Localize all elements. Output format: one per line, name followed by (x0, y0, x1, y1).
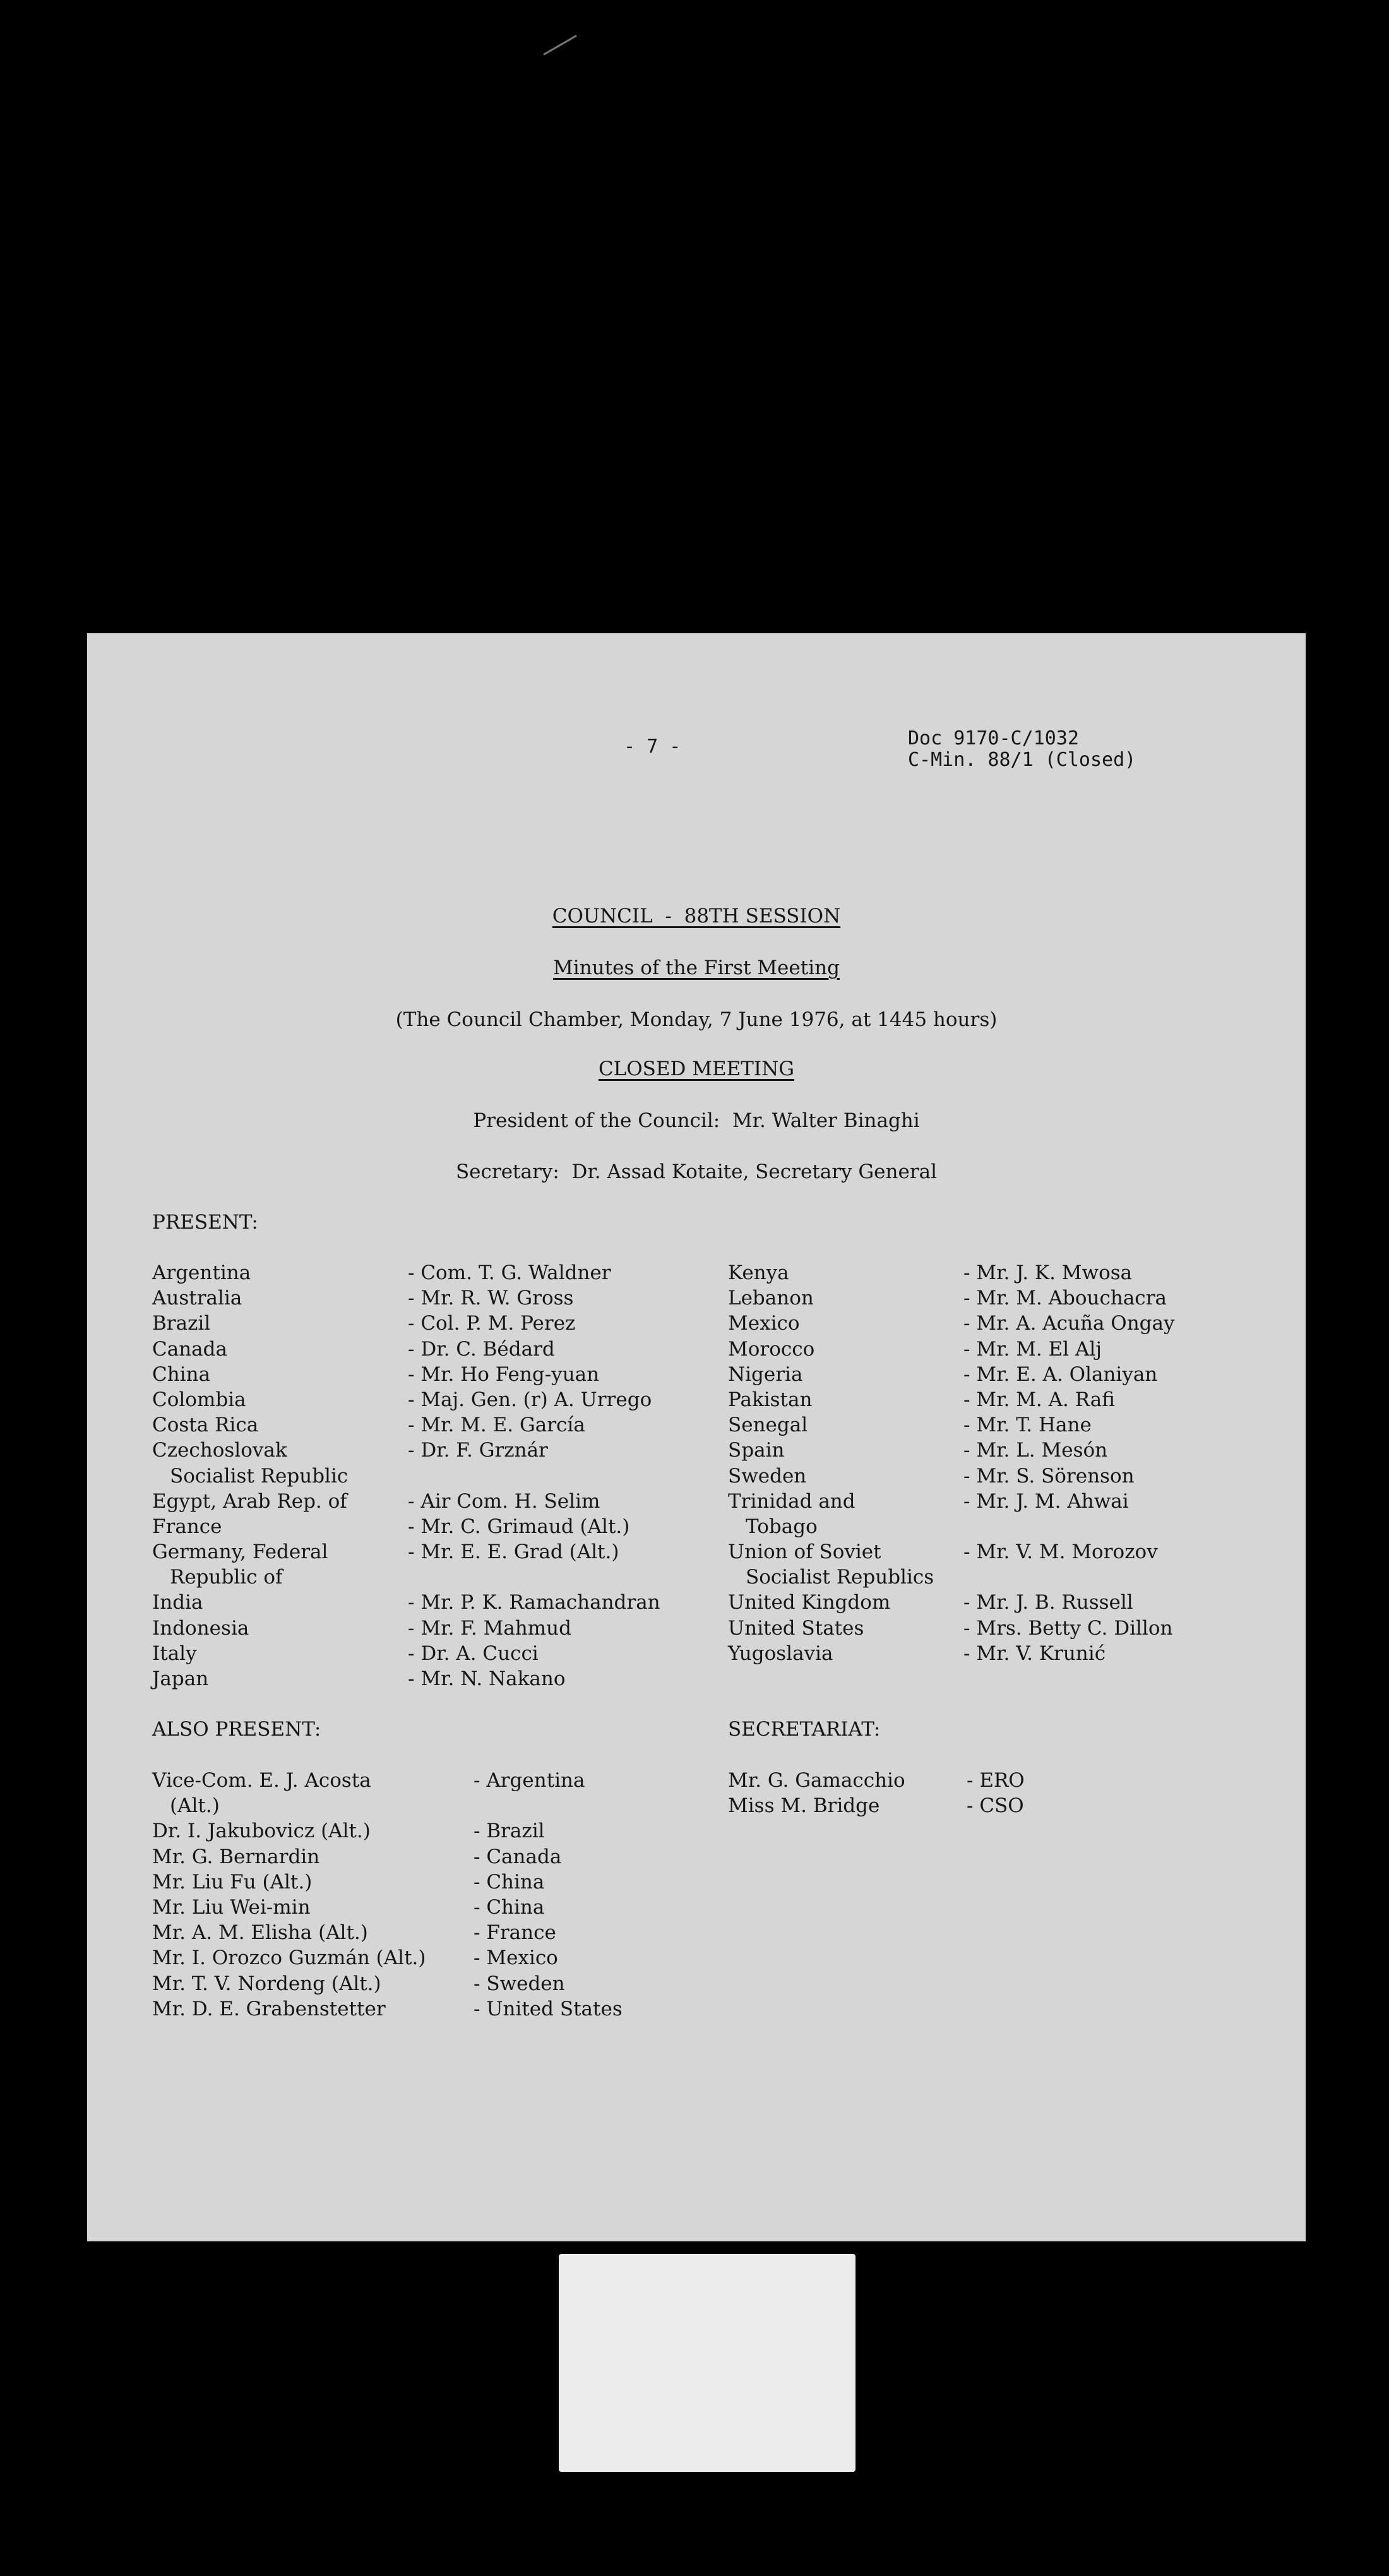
minutes-title-text: Minutes of the First Meeting (553, 957, 840, 979)
state-name: Trinidad and (728, 1489, 855, 1513)
representative-name: - Mr. P. K. Ramachandran (408, 1591, 660, 1614)
representative-name: - Mr. A. Acuña Ongay (963, 1312, 1175, 1335)
representative-name: - Mr. V. M. Morozov (963, 1541, 1158, 1564)
state-name: Socialist Republics (746, 1566, 934, 1589)
representative-name: - Mr. S. Sörenson (963, 1464, 1135, 1488)
representative-name: - Air Com. H. Selim (408, 1489, 600, 1513)
representative-name: - Dr. F. Grznár (408, 1439, 548, 1462)
state-name: Republic of (170, 1566, 283, 1589)
representative-name (408, 1565, 660, 1590)
representative-name: - Mr. T. Hane (963, 1414, 1092, 1437)
representative-name: - Dr. C. Bédard (408, 1337, 555, 1361)
representative-name: - Mr. R. W. Gross (408, 1287, 574, 1310)
state-name: Colombia (152, 1388, 246, 1411)
representative-name: - Maj. Gen. (r) A. Urrego (408, 1388, 652, 1411)
state-name: Kenya (728, 1261, 789, 1284)
attendee-state: - China (474, 1895, 545, 1919)
representative-name: - Mr. M. Abouchacra (963, 1287, 1167, 1310)
council-title-text: COUNCIL - 88TH SESSION (552, 905, 841, 927)
state-name: Union of Soviet (728, 1541, 881, 1564)
doc-reference (908, 728, 1136, 771)
representative-name (963, 1514, 1175, 1539)
state-name: Spain (728, 1439, 785, 1462)
representative-name: - Col. P. M. Perez (408, 1312, 576, 1335)
representative-name: - Dr. A. Cucci (408, 1642, 539, 1665)
state-name: Tobago (746, 1515, 818, 1538)
state-name: Pakistan (728, 1388, 813, 1411)
attendee-state: - Argentina (474, 1769, 585, 1792)
document-page (87, 633, 1306, 2241)
attendee-state: - Canada (474, 1845, 562, 1868)
also-present-states (474, 1768, 623, 2022)
state-name: Japan (152, 1667, 209, 1690)
meeting-place: (The Council Chamber, Monday, 7 June 1976, at 1445 hours) (395, 1008, 998, 1031)
attendee-state: - Sweden (474, 1972, 565, 1995)
state-name: Indonesia (152, 1616, 249, 1640)
state-name: France (152, 1515, 222, 1538)
attendee-name: Mr. Liu Wei-min (152, 1895, 311, 1919)
representative-name: - Mr. L. Mesón (963, 1439, 1108, 1462)
attendee-state (474, 1793, 623, 1818)
state-name: Mexico (728, 1312, 800, 1335)
attendee-name: Mr. T. V. Nordeng (Alt.) (152, 1972, 381, 1995)
state-name: Sweden (728, 1464, 807, 1488)
representative-name (408, 1464, 660, 1489)
attendee-name: (Alt.) (170, 1794, 220, 1818)
representative-name: - Mr. F. Mahmud (408, 1616, 571, 1640)
representative-name: - Com. T. G. Waldner (408, 1261, 611, 1284)
minutes-title (87, 957, 1306, 979)
secretariat-name: Mr. G. Gamacchio (728, 1769, 905, 1792)
present-heading: PRESENT: (152, 1211, 258, 1234)
pen-mark (543, 35, 576, 56)
representative-name: - Mr. M. E. García (408, 1414, 585, 1437)
representative-name: - Mr. N. Nakano (408, 1667, 566, 1690)
secretary-line: Secretary: Dr. Assad Kotaite, Secretary General (455, 1160, 938, 1183)
state-name: Egypt, Arab Rep. of (152, 1489, 347, 1513)
attendee-name: Mr. G. Bernardin (152, 1845, 320, 1868)
attendee-state: - United States (474, 1997, 623, 2020)
state-name: United Kingdom (728, 1591, 891, 1614)
president-line: President of the Council: Mr. Walter Binaghi (473, 1109, 920, 1132)
representative-name: - Mr. J. K. Mwosa (963, 1261, 1133, 1284)
representative-name: - Mr. J. M. Ahwai (963, 1489, 1129, 1513)
representative-name: - Mr. M. A. Rafi (963, 1388, 1115, 1411)
representative-name: - Mr. V. Krunić (963, 1642, 1106, 1665)
representative-name: - Mr. E. A. Olaniyan (963, 1363, 1158, 1386)
film-tab (559, 2254, 855, 2472)
state-name: Lebanon (728, 1287, 814, 1310)
state-name: Germany, Federal (152, 1541, 328, 1564)
attendee-name: Dr. I. Jakubovicz (Alt.) (152, 1820, 371, 1843)
attendee-name: Mr. A. M. Elisha (Alt.) (152, 1921, 368, 1945)
present-right-representatives (963, 1260, 1175, 1666)
representative-name (963, 1565, 1175, 1590)
secretariat-units (967, 1768, 1025, 1818)
state-name: Australia (152, 1287, 242, 1310)
closed-meeting-text: CLOSED MEETING (598, 1058, 795, 1080)
secretariat-unit: - ERO (967, 1769, 1025, 1792)
state-name: Czechoslovak (152, 1439, 287, 1462)
state-name: Yugoslavia (728, 1642, 833, 1665)
doc-ref: Doc 9170-C/1032 (908, 727, 1079, 749)
secretariat-names (728, 1768, 905, 1818)
representative-name: - Mr. Ho Feng-yuan (408, 1363, 600, 1386)
state-name: Morocco (728, 1337, 815, 1361)
representative-name: - Mr. M. El Alj (963, 1337, 1102, 1361)
state-name: China (152, 1363, 211, 1386)
attendee-state: - Mexico (474, 1947, 558, 1970)
state-name: Costa Rica (152, 1414, 259, 1437)
present-right-states (728, 1260, 934, 1666)
attendee-name: Mr. D. E. Grabenstetter (152, 1997, 386, 2020)
page-number: - 7 - (624, 736, 681, 758)
representative-name: - Mr. C. Grimaud (Alt.) (408, 1515, 630, 1538)
attendee-state: - China (474, 1870, 545, 1893)
representative-name: - Mrs. Betty C. Dillon (963, 1616, 1173, 1640)
state-name: Brazil (152, 1312, 211, 1335)
state-name: Senegal (728, 1414, 808, 1437)
state-name: Argentina (152, 1261, 251, 1284)
state-name: India (152, 1591, 203, 1614)
state-name: Nigeria (728, 1363, 803, 1386)
council-session-title (87, 905, 1306, 927)
present-left-representatives (408, 1260, 660, 1691)
attendee-state: - Brazil (474, 1820, 545, 1843)
state-name: Canada (152, 1337, 227, 1361)
attendee-name: Mr. Liu Fu (Alt.) (152, 1870, 313, 1893)
secretariat-heading: SECRETARIAT: (728, 1718, 881, 1741)
present-left-states (152, 1260, 348, 1691)
secretariat-name: Miss M. Bridge (728, 1794, 880, 1818)
state-name: United States (728, 1616, 864, 1640)
representative-name: - Mr. J. B. Russell (963, 1591, 1133, 1614)
also-present-names (152, 1768, 426, 2022)
attendee-state: - France (474, 1921, 556, 1945)
closed-meeting-title (87, 1058, 1306, 1080)
secretariat-unit: - CSO (967, 1794, 1024, 1818)
attendee-name: Vice-Com. E. J. Acosta (152, 1769, 371, 1792)
attendee-name: Mr. I. Orozco Guzmán (Alt.) (152, 1947, 426, 1970)
minutes-ref: C-Min. 88/1 (Closed) (908, 749, 1136, 771)
state-name: Italy (152, 1642, 197, 1665)
also-present-heading: ALSO PRESENT: (152, 1718, 321, 1741)
state-name: Socialist Republic (170, 1464, 349, 1488)
representative-name: - Mr. E. E. Grad (Alt.) (408, 1541, 619, 1564)
